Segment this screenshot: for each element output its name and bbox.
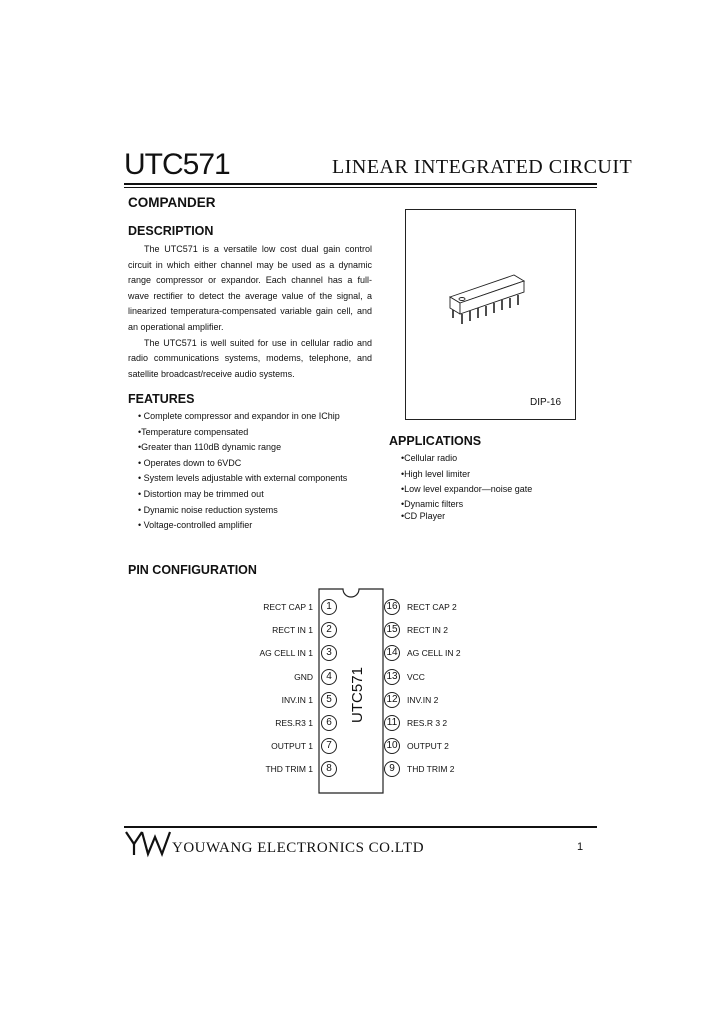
list-item: • Distortion may be trimmed out: [138, 488, 264, 499]
list-item: •High level limiter: [401, 468, 471, 479]
pin-label-right: RECT IN 2: [407, 625, 448, 636]
pin-label-right: VCC: [407, 671, 425, 682]
description-heading: DESCRIPTION: [128, 224, 214, 238]
package-label: DIP-16: [530, 397, 562, 408]
pin-label-left: INV.IN 1: [281, 694, 313, 705]
pin-label-right: THD TRIM 2: [407, 764, 455, 775]
document-category: LINEAR INTEGRATED CIRCUIT: [332, 156, 633, 178]
pin-number-left: 1: [321, 599, 337, 615]
footer-rule: [124, 826, 597, 828]
yw-logo-icon: [124, 828, 172, 858]
pin-number-left: 4: [321, 669, 337, 685]
pin-number-right: 16: [384, 599, 400, 615]
features-heading: FEATURES: [128, 392, 195, 406]
pin-label-left: RECT CAP 1: [263, 602, 313, 612]
pin-label-left: AG CELL IN 1: [259, 648, 313, 659]
pin-label-left: RES.R3 1: [275, 718, 313, 728]
pin-number-right: 9: [384, 761, 400, 777]
pin-number-left: 5: [321, 692, 337, 708]
pin-number-right: 10: [384, 738, 400, 754]
list-item: • System levels adjustable with external components: [138, 473, 348, 484]
features-list: [138, 409, 347, 534]
pin-number-right: 12: [384, 692, 400, 708]
pin-number-right: 11: [384, 715, 400, 731]
header-rule: [124, 183, 597, 185]
chip-label: UTC571: [349, 667, 366, 723]
description-paragraph-1: The UTC571 is a versatile low cost dual gain control circuit in which either channel may be used as a dynamic range compressor or expandor. Each channel has a full-wave rectifier to detect the average value of the signal, a linearized temperatura-compensated variable gain cell, and an operational amplifier.: [128, 244, 372, 332]
pin-label-right: RECT CAP 2: [407, 602, 457, 612]
list-item: •Temperature compensated: [138, 426, 249, 437]
list-item: • Dynamic noise reduction systems: [138, 504, 278, 515]
package-image-box: [405, 209, 576, 420]
applications-heading: APPLICATIONS: [389, 434, 482, 448]
header-rule-thin: [124, 187, 597, 188]
pin-label-left: OUTPUT 1: [271, 741, 313, 752]
description-paragraph-2: The UTC571 is well suited for use in cellular radio and radio communications systems, modems, telephone, and satellite broadcast/receive audio systems.: [128, 337, 372, 379]
pin-label-left: GND: [294, 671, 313, 682]
pin-number-right: 13: [384, 669, 400, 685]
pin-configuration-heading: PIN CONFIGURATION: [128, 563, 257, 577]
pin-number-left: 7: [321, 738, 337, 754]
company-name: YOUWANG ELECTRONICS CO.LTD: [172, 840, 425, 856]
pin-label-left: THD TRIM 1: [265, 764, 313, 775]
pin-label-right: INV.IN 2: [407, 694, 439, 705]
pin-number-left: 3: [321, 645, 337, 661]
list-item: • Operates down to 6VDC: [138, 457, 242, 468]
list-item: •Cellular radio: [401, 453, 458, 463]
chip-label-wrapper: [343, 665, 373, 725]
page-number: 1: [577, 841, 584, 853]
pin-number-left: 6: [321, 715, 337, 731]
company-logo: [124, 828, 172, 858]
pin-number-left: 8: [321, 761, 337, 777]
pin-label-right: RES.R 3 2: [407, 718, 448, 728]
list-item: •CD Player: [401, 510, 446, 521]
list-item: •Dynamic filters: [401, 498, 464, 509]
pin-label-left: RECT IN 1: [272, 625, 313, 636]
pin-label-right: OUTPUT 2: [407, 741, 449, 752]
pin-number-left: 2: [321, 622, 337, 638]
list-item: • Complete compressor and expandor in one IChip: [138, 411, 340, 421]
pin-number-right: 15: [384, 622, 400, 638]
part-number: UTC571: [124, 148, 230, 181]
list-item: •Greater than 110dB dynamic range: [138, 442, 282, 453]
pin-number-right: 14: [384, 645, 400, 661]
document-title: COMPANDER: [128, 195, 216, 210]
applications-list: [401, 451, 532, 522]
list-item: •Low level expandor—noise gate: [401, 484, 533, 495]
description-text: [128, 242, 372, 382]
list-item: • Voltage-controlled amplifier: [138, 520, 253, 531]
dip16-package-illustration: [406, 210, 575, 419]
pin-label-right: AG CELL IN 2: [407, 648, 461, 659]
